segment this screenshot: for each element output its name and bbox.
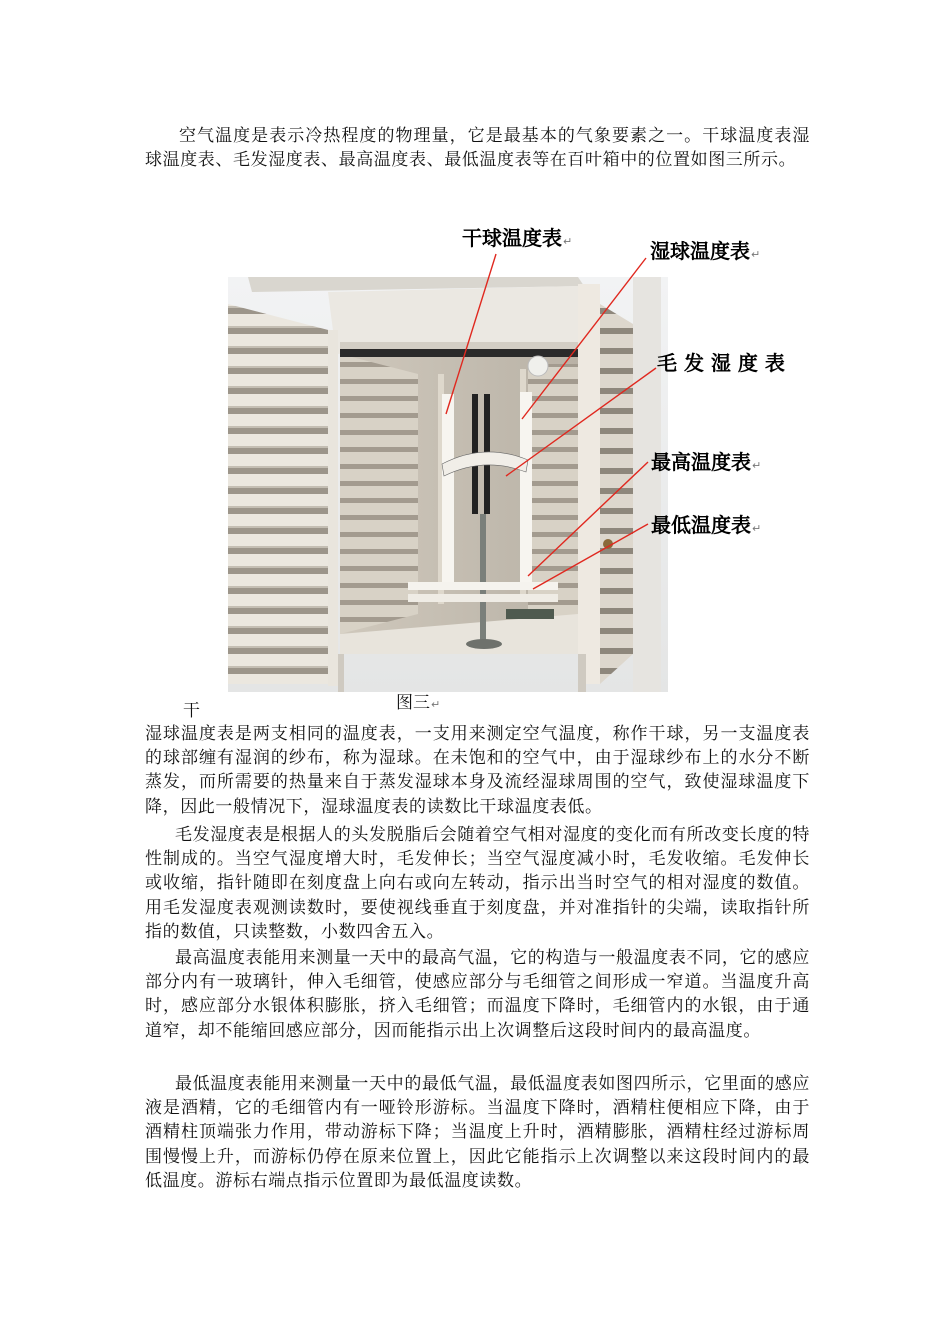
label-hair-hygrometer: 毛 发 湿 度 表 [657, 351, 785, 375]
left-door [228, 304, 336, 684]
figure-caption: 图三↵ [396, 693, 441, 713]
right-louver-panel [600, 304, 633, 684]
label-min-thermometer: 最低温度表↵ [651, 513, 762, 537]
stray-character: 干 [183, 701, 200, 721]
right-door-frame [578, 284, 600, 684]
min-thermometer-paragraph: 最低温度表能用来测量一天中的最低气温，最低温度表如图四所示，它里面的感应液是酒精，它的毛细管内有一哑铃形游标。当温度下降时，酒精柱便相应下降，由于酒精柱顶端张力作用，带动游标下降；当温度上升时，酒精膨胀，酒精柱经过游标周围慢慢上升，而游标仍停在原来位置上，因此它能指示上次调整以来这段时间内的最低温度。游标右端点指示位置即为最低温度读数。 [145, 1074, 810, 1191]
label-max-thermometer: 最高温度表↵ [651, 450, 762, 474]
intro-paragraph: 空气温度是表示冷热程度的物理量，它是最基本的气象要素之一。干球温度表湿球温度表、毛发湿度表、最高温度表、最低温度表等在百叶箱中的位置如图三所示。 [145, 126, 810, 171]
hair-hygrometer-paragraph: 毛发湿度表是根据人的头发脱脂后会随着空气相对湿度的变化而有所改变长度的特性制成的。当空气湿度增大时，毛发伸长；当空气湿度减小时，毛发收缩。毛发伸长或收缩，指针随即在刻度盘上向右或向左转动，指示出当时空气的相对湿度的数值。用毛发湿度表观测读数时，要使视线垂直于刻度盘，并对准指针的尖端，读取指针所指的数值，只读整数，小数四舍五入。 [145, 825, 810, 942]
dry-wet-bulb-paragraph: 湿球温度表是两支相同的温度表，一支用来测定空气温度，称作干球，另一支温度表的球部缠有湿润的纱布，称为湿球。在未饱和的空气中，由于湿球纱布上的水分不断蒸发，而所需要的热量来自于蒸发湿球本身及流经湿球周围的空气，致使湿球温度下降，因此一般情况下，湿球温度表的读数比干球温度表低。 [145, 724, 810, 817]
label-wet-bulb: 湿球温度表↵ [650, 239, 761, 263]
label-dry-bulb: 干球温度表↵ [462, 226, 573, 250]
max-thermometer-paragraph: 最高温度表能用来测量一天中的最高气温，它的构造与一般温度表不同，它的感应部分内有一玻璃针，伸入毛细管，使感应部分与毛细管之间形成一窄道。当温度升高时，感应部分水银体积膨胀，挤入毛细管；而温度下降时，毛细管内的水银，由于通道窄，却不能缩回感应部分，因而能指示出上次调整后这段时间内的最高温度。 [145, 948, 810, 1041]
